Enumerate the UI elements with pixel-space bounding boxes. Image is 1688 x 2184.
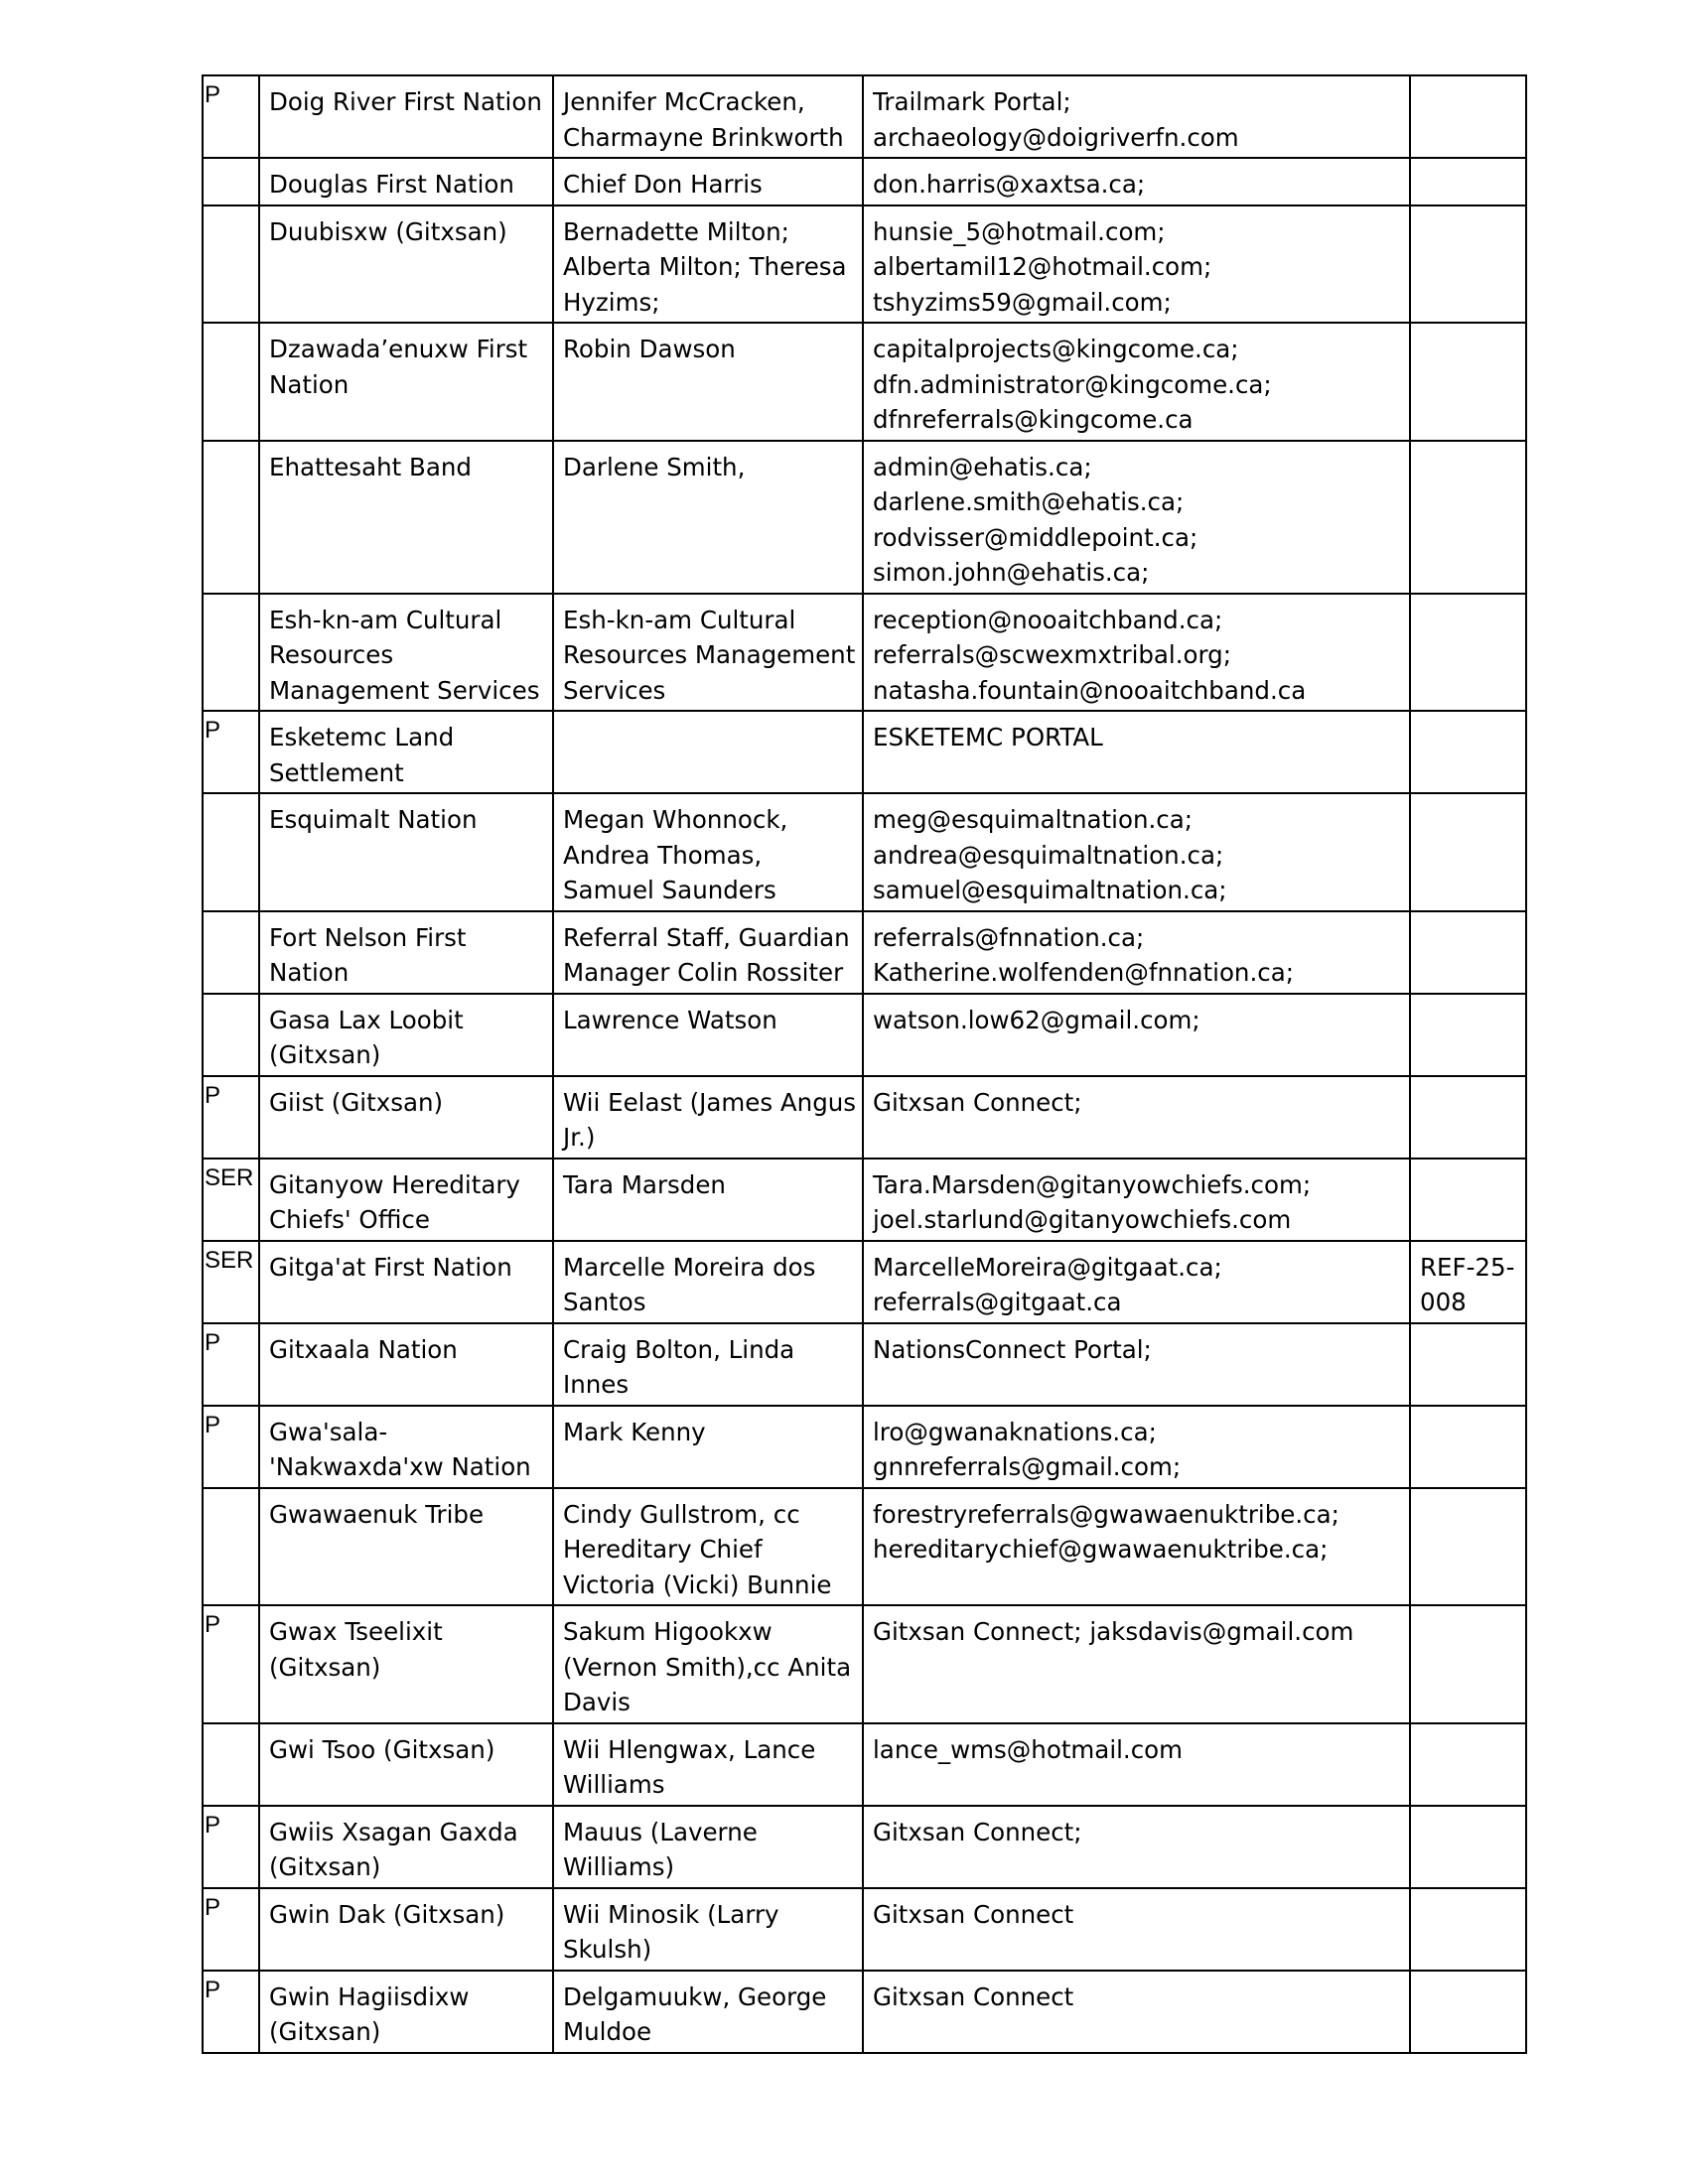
email-cell: Gitxsan Connect <box>863 1971 1410 2053</box>
nation-cell: Doig River First Nation <box>259 75 553 158</box>
ref-cell <box>1410 594 1526 712</box>
table-row <box>203 711 1526 793</box>
flag-cell: P <box>203 75 259 158</box>
ref-cell <box>1410 1723 1526 1806</box>
table-row <box>203 441 1526 594</box>
contact-cell: Marcelle Moreira dos Santos <box>553 1241 863 1323</box>
nation-cell: Gwin Hagiisdixw (Gitxsan) <box>259 1971 553 2053</box>
ref-cell <box>1410 1323 1526 1406</box>
table-row <box>203 1888 1526 1971</box>
table-row <box>203 994 1526 1076</box>
email-cell: Trailmark Portal; archaeology@doigriverfn.com <box>863 75 1410 158</box>
table-row <box>203 75 1526 158</box>
nation-cell: Gitanyow Hereditary Chiefs' Office <box>259 1159 553 1241</box>
flag-cell: P <box>203 1605 259 1723</box>
nation-cell: Gwi Tsoo (Gitxsan) <box>259 1723 553 1806</box>
nation-cell: Gitga'at First Nation <box>259 1241 553 1323</box>
ref-cell <box>1410 1406 1526 1488</box>
email-cell: don.harris@xaxtsa.ca; <box>863 158 1410 205</box>
email-cell: Tara.Marsden@gitanyowchiefs.com; joel.starlund@gitanyowchiefs.com <box>863 1159 1410 1241</box>
table-row <box>203 1605 1526 1723</box>
table-row <box>203 158 1526 205</box>
nation-cell: Gwiis Xsagan Gaxda (Gitxsan) <box>259 1806 553 1888</box>
table-row <box>203 911 1526 994</box>
nation-cell: Esh-kn-am Cultural Resources Management Services <box>259 594 553 712</box>
flag-cell: SER <box>203 1159 259 1241</box>
nation-cell: Giist (Gitxsan) <box>259 1076 553 1159</box>
nation-cell: Dzawada’enuxw First Nation <box>259 323 553 441</box>
email-cell: watson.low62@gmail.com; <box>863 994 1410 1076</box>
contact-cell: Cindy Gullstrom, cc Hereditary Chief Victoria (Vicki) Bunnie <box>553 1488 863 1606</box>
email-cell: MarcelleMoreira@gitgaat.ca; referrals@gitgaat.ca <box>863 1241 1410 1323</box>
table-row <box>203 1323 1526 1406</box>
nation-cell: Gwin Dak (Gitxsan) <box>259 1888 553 1971</box>
nation-cell: Ehattesaht Band <box>259 441 553 594</box>
contact-cell: Wii Hlengwax, Lance Williams <box>553 1723 863 1806</box>
ref-cell <box>1410 441 1526 594</box>
flag-cell: P <box>203 1406 259 1488</box>
flag-cell <box>203 1723 259 1806</box>
table-row <box>203 205 1526 324</box>
ref-cell: REF-25-008 <box>1410 1241 1526 1323</box>
contact-cell: Mauus (Laverne Williams) <box>553 1806 863 1888</box>
ref-cell <box>1410 323 1526 441</box>
ref-cell <box>1410 994 1526 1076</box>
table-row <box>203 793 1526 911</box>
ref-cell <box>1410 1605 1526 1723</box>
contact-cell: Megan Whonnock, Andrea Thomas, Samuel Saunders <box>553 793 863 911</box>
email-cell: ESKETEMC PORTAL <box>863 711 1410 793</box>
flag-cell: SER <box>203 1241 259 1323</box>
contacts-table <box>202 74 1527 2054</box>
ref-cell <box>1410 1806 1526 1888</box>
contact-cell: Referral Staff, Guardian Manager Colin Rossiter <box>553 911 863 994</box>
email-cell: capitalprojects@kingcome.ca; dfn.administrator@kingcome.ca; dfnreferrals@kingcome.ca <box>863 323 1410 441</box>
nation-cell: Duubisxw (Gitxsan) <box>259 205 553 324</box>
contact-cell: Esh-kn-am Cultural Resources Management Services <box>553 594 863 712</box>
contacts-table-body <box>203 75 1526 2053</box>
nation-cell: Esketemc Land Settlement <box>259 711 553 793</box>
nation-cell: Esquimalt Nation <box>259 793 553 911</box>
contact-cell: Chief Don Harris <box>553 158 863 205</box>
table-row <box>203 1241 1526 1323</box>
flag-cell: P <box>203 1076 259 1159</box>
contact-cell: Robin Dawson <box>553 323 863 441</box>
ref-cell <box>1410 1488 1526 1606</box>
ref-cell <box>1410 158 1526 205</box>
nation-cell: Gwax Tseelixit (Gitxsan) <box>259 1605 553 1723</box>
contact-cell: Craig Bolton, Linda Innes <box>553 1323 863 1406</box>
flag-cell <box>203 911 259 994</box>
flag-cell <box>203 323 259 441</box>
flag-cell: P <box>203 1323 259 1406</box>
contact-cell: Bernadette Milton; Alberta Milton; Theresa Hyzims; <box>553 205 863 324</box>
table-row <box>203 1076 1526 1159</box>
nation-cell: Gasa Lax Loobit (Gitxsan) <box>259 994 553 1076</box>
ref-cell <box>1410 205 1526 324</box>
email-cell: Gitxsan Connect; <box>863 1806 1410 1888</box>
email-cell: hunsie_5@hotmail.com; albertamil12@hotmail.com; tshyzims59@gmail.com; <box>863 205 1410 324</box>
table-row <box>203 1806 1526 1888</box>
email-cell: Gitxsan Connect; <box>863 1076 1410 1159</box>
nation-cell: Gwa'sala-'Nakwaxda'xw Nation <box>259 1406 553 1488</box>
flag-cell <box>203 205 259 324</box>
flag-cell <box>203 441 259 594</box>
ref-cell <box>1410 1159 1526 1241</box>
nation-cell: Fort Nelson First Nation <box>259 911 553 994</box>
email-cell: NationsConnect Portal; <box>863 1323 1410 1406</box>
email-cell: Gitxsan Connect; jaksdavis@gmail.com <box>863 1605 1410 1723</box>
email-cell: lro@gwanaknations.ca; gnnreferrals@gmail.com; <box>863 1406 1410 1488</box>
table-row <box>203 1971 1526 2053</box>
contact-cell: Darlene Smith, <box>553 441 863 594</box>
contact-cell: Wii Eelast (James Angus Jr.) <box>553 1076 863 1159</box>
nation-cell: Gitxaala Nation <box>259 1323 553 1406</box>
table-row <box>203 1488 1526 1606</box>
email-cell: referrals@fnnation.ca; Katherine.wolfenden@fnnation.ca; <box>863 911 1410 994</box>
contact-cell: Sakum Higookxw (Vernon Smith),cc Anita Davis <box>553 1605 863 1723</box>
contact-cell: Mark Kenny <box>553 1406 863 1488</box>
flag-cell: P <box>203 711 259 793</box>
table-row <box>203 1723 1526 1806</box>
contact-cell: Tara Marsden <box>553 1159 863 1241</box>
table-row <box>203 594 1526 712</box>
ref-cell <box>1410 1076 1526 1159</box>
email-cell: admin@ehatis.ca; darlene.smith@ehatis.ca; rodvisser@middlepoint.ca; simon.john@ehatis.ca; <box>863 441 1410 594</box>
ref-cell <box>1410 911 1526 994</box>
table-row <box>203 1406 1526 1488</box>
flag-cell: P <box>203 1888 259 1971</box>
ref-cell <box>1410 1888 1526 1971</box>
contact-cell: Jennifer McCracken, Charmayne Brinkworth <box>553 75 863 158</box>
contact-cell: Delgamuukw, George Muldoe <box>553 1971 863 2053</box>
flag-cell <box>203 793 259 911</box>
ref-cell <box>1410 711 1526 793</box>
email-cell: lance_wms@hotmail.com <box>863 1723 1410 1806</box>
flag-cell <box>203 994 259 1076</box>
table-row <box>203 1159 1526 1241</box>
flag-cell <box>203 594 259 712</box>
email-cell: reception@nooaitchband.ca; referrals@scwexmxtribal.org; natasha.fountain@nooaitchband.ca <box>863 594 1410 712</box>
email-cell: meg@esquimaltnation.ca; andrea@esquimaltnation.ca; samuel@esquimaltnation.ca; <box>863 793 1410 911</box>
contact-cell: Lawrence Watson <box>553 994 863 1076</box>
table-row <box>203 323 1526 441</box>
contact-cell <box>553 711 863 793</box>
ref-cell <box>1410 1971 1526 2053</box>
flag-cell: P <box>203 1806 259 1888</box>
contact-cell: Wii Minosik (Larry Skulsh) <box>553 1888 863 1971</box>
flag-cell <box>203 1488 259 1606</box>
flag-cell: P <box>203 1971 259 2053</box>
nation-cell: Douglas First Nation <box>259 158 553 205</box>
nation-cell: Gwawaenuk Tribe <box>259 1488 553 1606</box>
flag-cell <box>203 158 259 205</box>
email-cell: Gitxsan Connect <box>863 1888 1410 1971</box>
email-cell: forestryreferrals@gwawaenuktribe.ca; hereditarychief@gwawaenuktribe.ca; <box>863 1488 1410 1606</box>
ref-cell <box>1410 793 1526 911</box>
ref-cell <box>1410 75 1526 158</box>
